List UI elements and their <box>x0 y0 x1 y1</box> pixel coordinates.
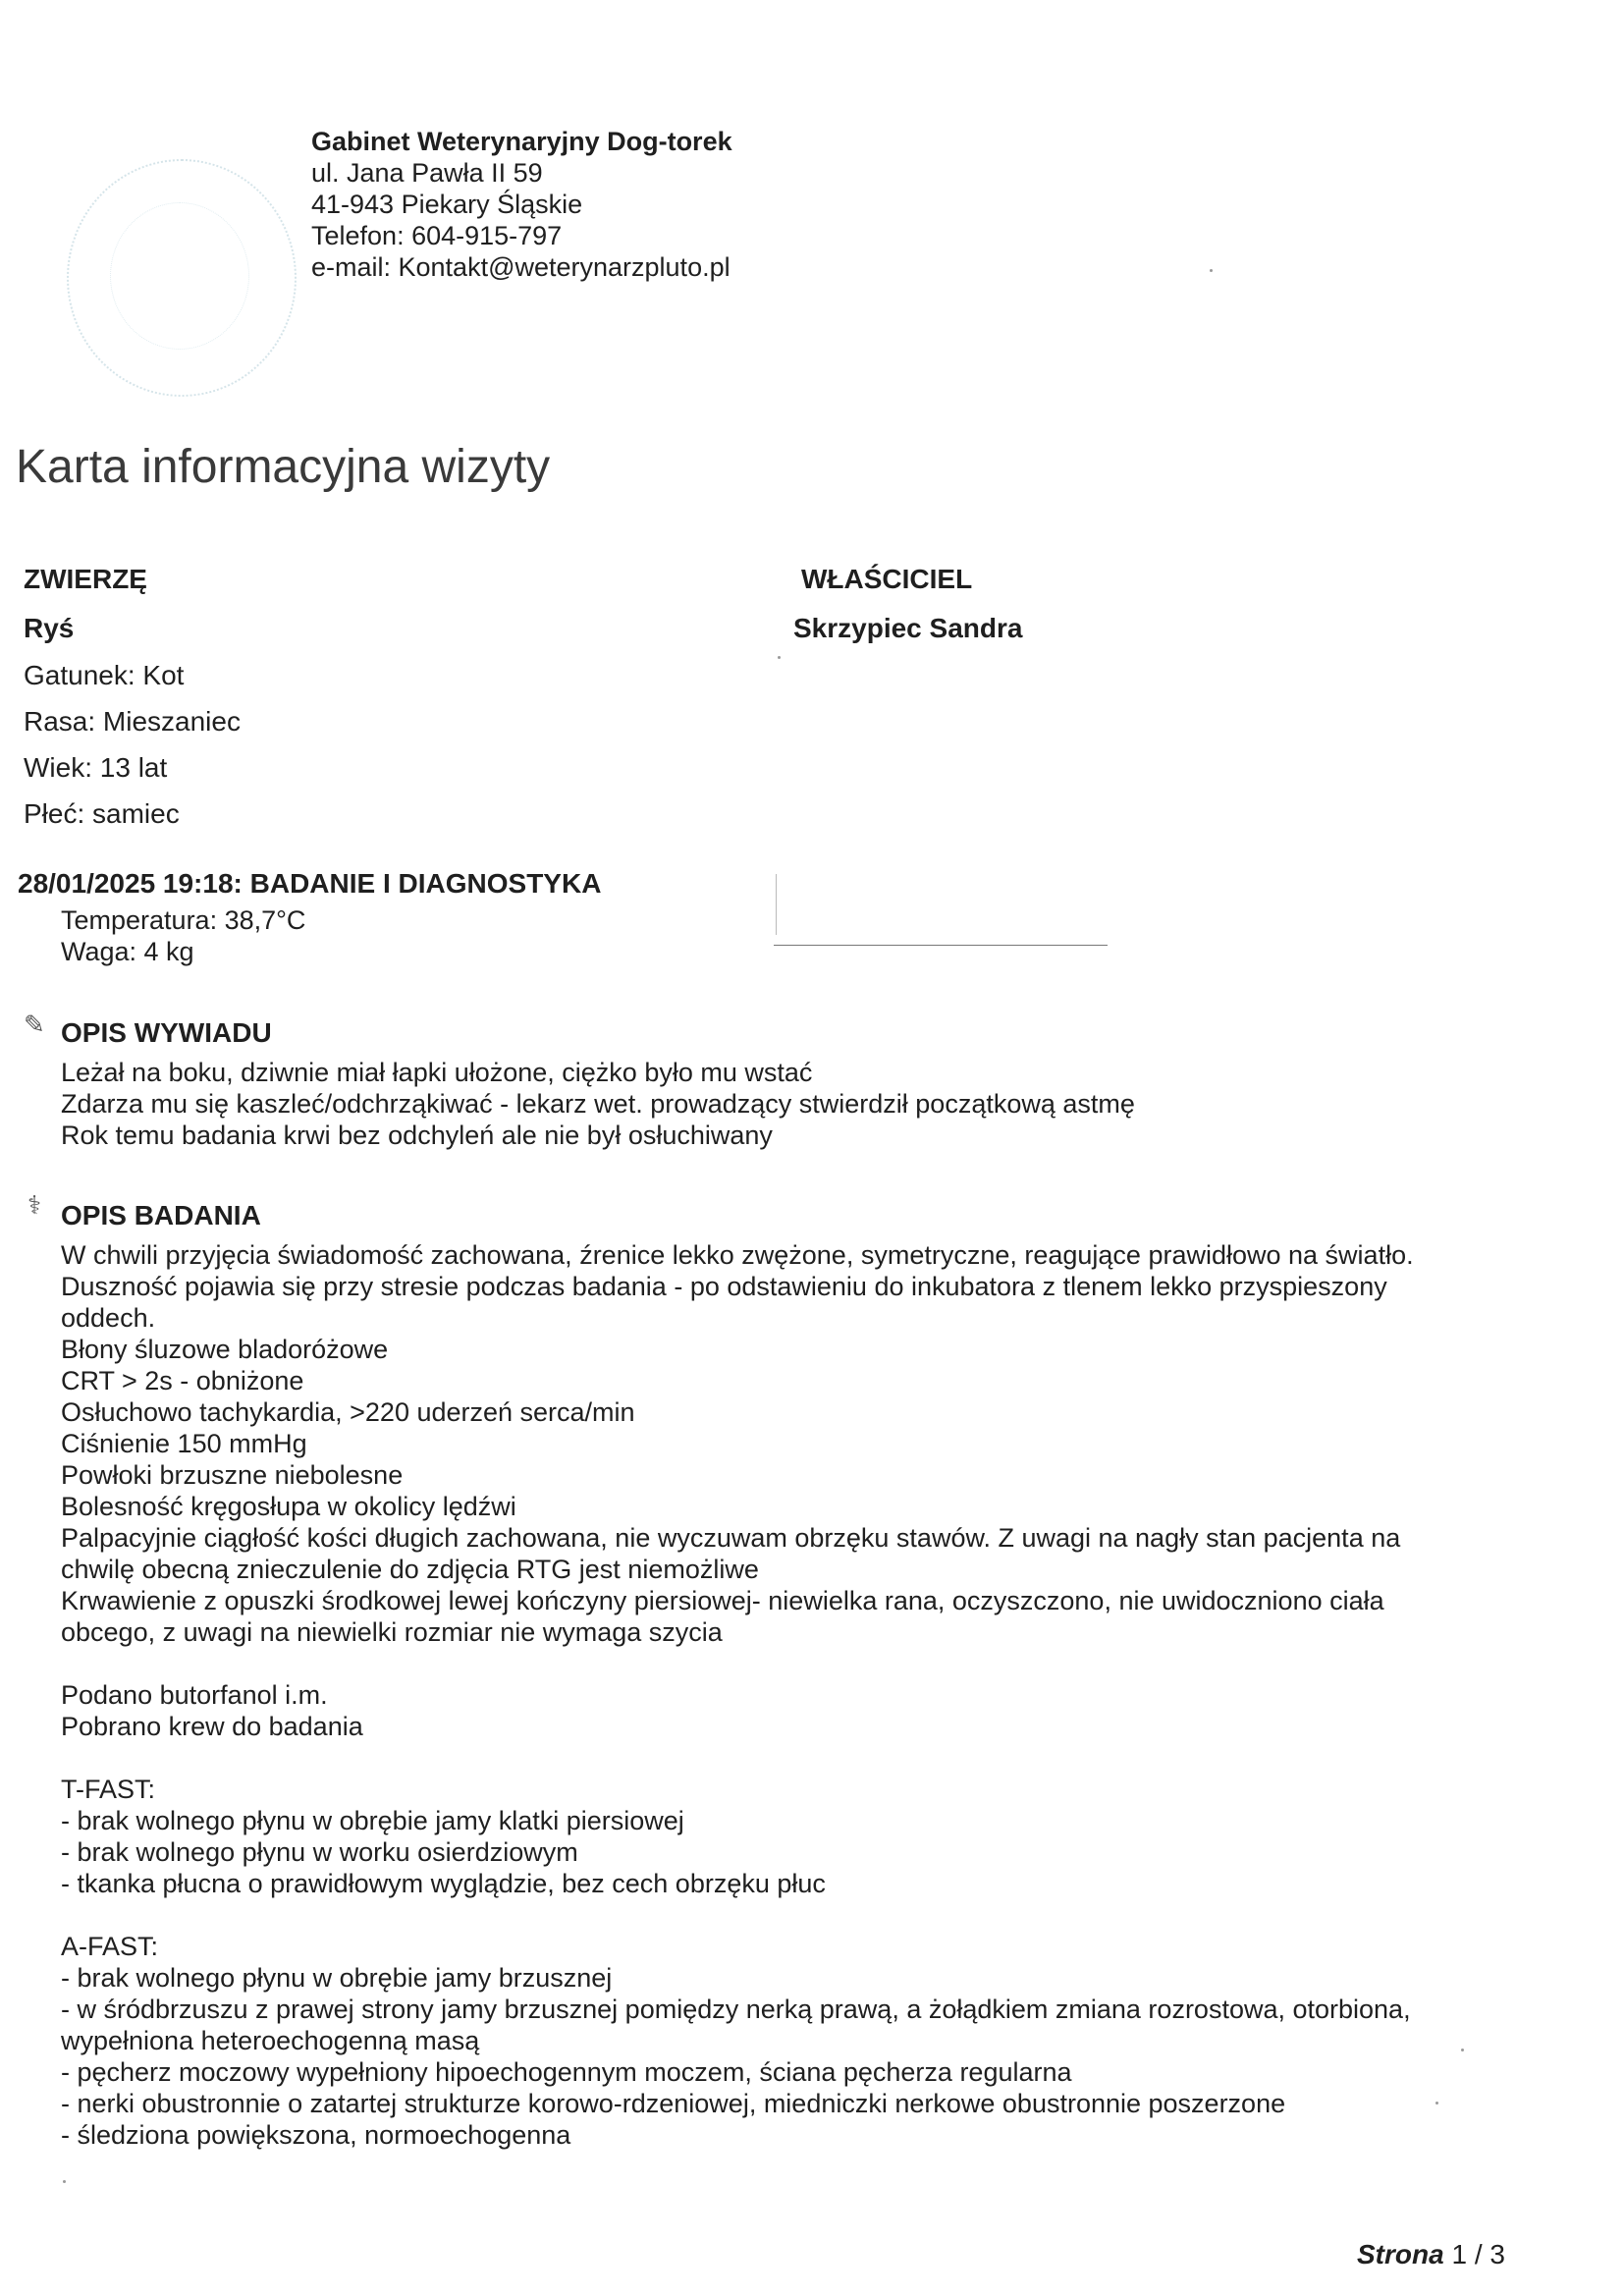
exam-line <box>61 1899 1414 1931</box>
animal-heading: ZWIERZĘ <box>24 564 147 594</box>
animal-species: Gatunek: Kot <box>24 660 185 690</box>
interview-line: Leżał na boku, dziwnie miał łapki ułożone, ciężko było mu wstać <box>61 1058 813 1087</box>
animal-sex: Płeć: samiec <box>24 798 180 829</box>
visit-temperature: Temperatura: 38,7°C <box>61 905 306 935</box>
notes-icon: ✎ <box>24 1010 45 1039</box>
document-title: Karta informacyjna wizyty <box>16 441 551 493</box>
exam-line: - brak wolnego płynu w obrębie jamy brzusznej <box>61 1963 613 1993</box>
exam-line: obcego, z uwagi na niewielki rozmiar nie wymaga szycia <box>61 1617 723 1647</box>
animal-breed: Rasa: Mieszaniec <box>24 706 241 737</box>
exam-line: - brak wolnego płynu w worku osierdziowym <box>61 1837 578 1867</box>
clinic-street: ul. Jana Pawła II 59 <box>311 158 543 188</box>
exam-line: oddech. <box>61 1303 156 1333</box>
exam-line: W chwili przyjęcia świadomość zachowana, źrenice lekko zwężone, symetryczne, reagujące prawidłowo na światło. <box>61 1240 1414 1270</box>
exam-line: - w śródbrzuszu z prawej strony jamy brzusznej pomiędzy nerką prawą, a żołądkiem zmiana rozrostowa, otorbiona, <box>61 1995 1411 2024</box>
page-label: Strona <box>1357 2239 1444 2269</box>
interview-line: Rok temu badania krwi bez odchyleń ale nie był osłuchiwany <box>61 1121 773 1150</box>
exam-line: - tkanka płucna o prawidłowym wyglądzie, bez cech obrzęku płuc <box>61 1869 826 1898</box>
page-number <box>1357 2239 1505 2270</box>
scan-line-horizontal <box>774 945 1108 946</box>
scan-speck <box>1435 2102 1438 2105</box>
exam-heading: OPIS BADANIA <box>61 1200 261 1230</box>
exam-line: Błony śluzowe bladoróżowe <box>61 1335 389 1364</box>
exam-line: Ciśnienie 150 mmHg <box>61 1429 307 1458</box>
animal-age: Wiek: 13 lat <box>24 752 168 783</box>
exam-line: Duszność pojawia się przy stresie podczas badania - po odstawieniu do inkubatora z tlenem lekko przyspieszony <box>61 1272 1387 1301</box>
scan-speck <box>1461 2049 1464 2051</box>
visit-weight: Waga: 4 kg <box>61 937 194 966</box>
exam-line: Pobrano krew do badania <box>61 1712 363 1741</box>
interview-line: Zdarza mu się kaszleć/odchrząkiwać - lekarz wet. prowadzący stwierdził początkową astmę <box>61 1089 1135 1119</box>
exam-line: - śledziona powiększona, normoechogenna <box>61 2120 571 2150</box>
exam-line: Podano butorfanol i.m. <box>61 1680 328 1710</box>
exam-line: Osłuchowo tachykardia, >220 uderzeń serca/min <box>61 1397 635 1427</box>
clinic-city: 41-943 Piekary Śląskie <box>311 190 583 219</box>
scan-speck <box>1210 269 1213 272</box>
scan-speck <box>63 2180 66 2183</box>
animal-name: Ryś <box>24 613 75 643</box>
clinic-header <box>311 126 732 283</box>
clinic-phone: Telefon: 604-915-797 <box>311 221 563 250</box>
scan-line-vertical <box>776 874 777 935</box>
page-value: 1 / 3 <box>1451 2239 1505 2269</box>
clinic-stamp-inner <box>110 202 249 350</box>
exam-line: Powłoki brzuszne niebolesne <box>61 1460 404 1490</box>
exam-line: Palpacyjnie ciągłość kości długich zachowana, nie wyczuwam obrzęku stawów. Z uwagi na nagły stan pacjenta na <box>61 1523 1401 1553</box>
clinic-name: Gabinet Weterynaryjny Dog-torek <box>311 127 732 156</box>
interview-heading: OPIS WYWIADU <box>61 1017 272 1048</box>
exam-icon: ⚕ <box>27 1190 42 1220</box>
exam-text <box>61 1239 1414 2151</box>
exam-line: A-FAST: <box>61 1932 159 1961</box>
visit-header: 28/01/2025 19:18: BADANIE I DIAGNOSTYKA <box>18 868 602 899</box>
scan-speck <box>778 656 781 659</box>
exam-line: Krwawienie z opuszki środkowej lewej kończyny piersiowej- niewielka rana, oczyszczono, nie uwidoczniono ciała <box>61 1586 1384 1615</box>
exam-line: Bolesność kręgosłupa w okolicy lędźwi <box>61 1492 516 1521</box>
owner-heading: WŁAŚCICIEL <box>801 564 973 594</box>
exam-line: - brak wolnego płynu w obrębie jamy klatki piersiowej <box>61 1806 684 1835</box>
exam-line: T-FAST: <box>61 1775 156 1804</box>
exam-line <box>61 1648 1414 1679</box>
exam-line: - pęcherz moczowy wypełniony hipoechogennym moczem, ściana pęcherza regularna <box>61 2057 1072 2087</box>
clinic-email: e-mail: Kontakt@weterynarzpluto.pl <box>311 252 731 282</box>
exam-line: CRT > 2s - obniżone <box>61 1366 304 1395</box>
exam-line: chwilę obecną znieczulenie do zdjęcia RTG jest niemożliwe <box>61 1555 759 1584</box>
exam-line: wypełniona heteroechogenną masą <box>61 2026 480 2055</box>
owner-name: Skrzypiec Sandra <box>793 613 1023 643</box>
exam-line <box>61 1742 1414 1774</box>
interview-text <box>61 1057 1494 1151</box>
exam-line: - nerki obustronnie o zatartej strukturze korowo-rdzeniowej, miedniczki nerkowe obustronnie poszerzone <box>61 2089 1286 2118</box>
